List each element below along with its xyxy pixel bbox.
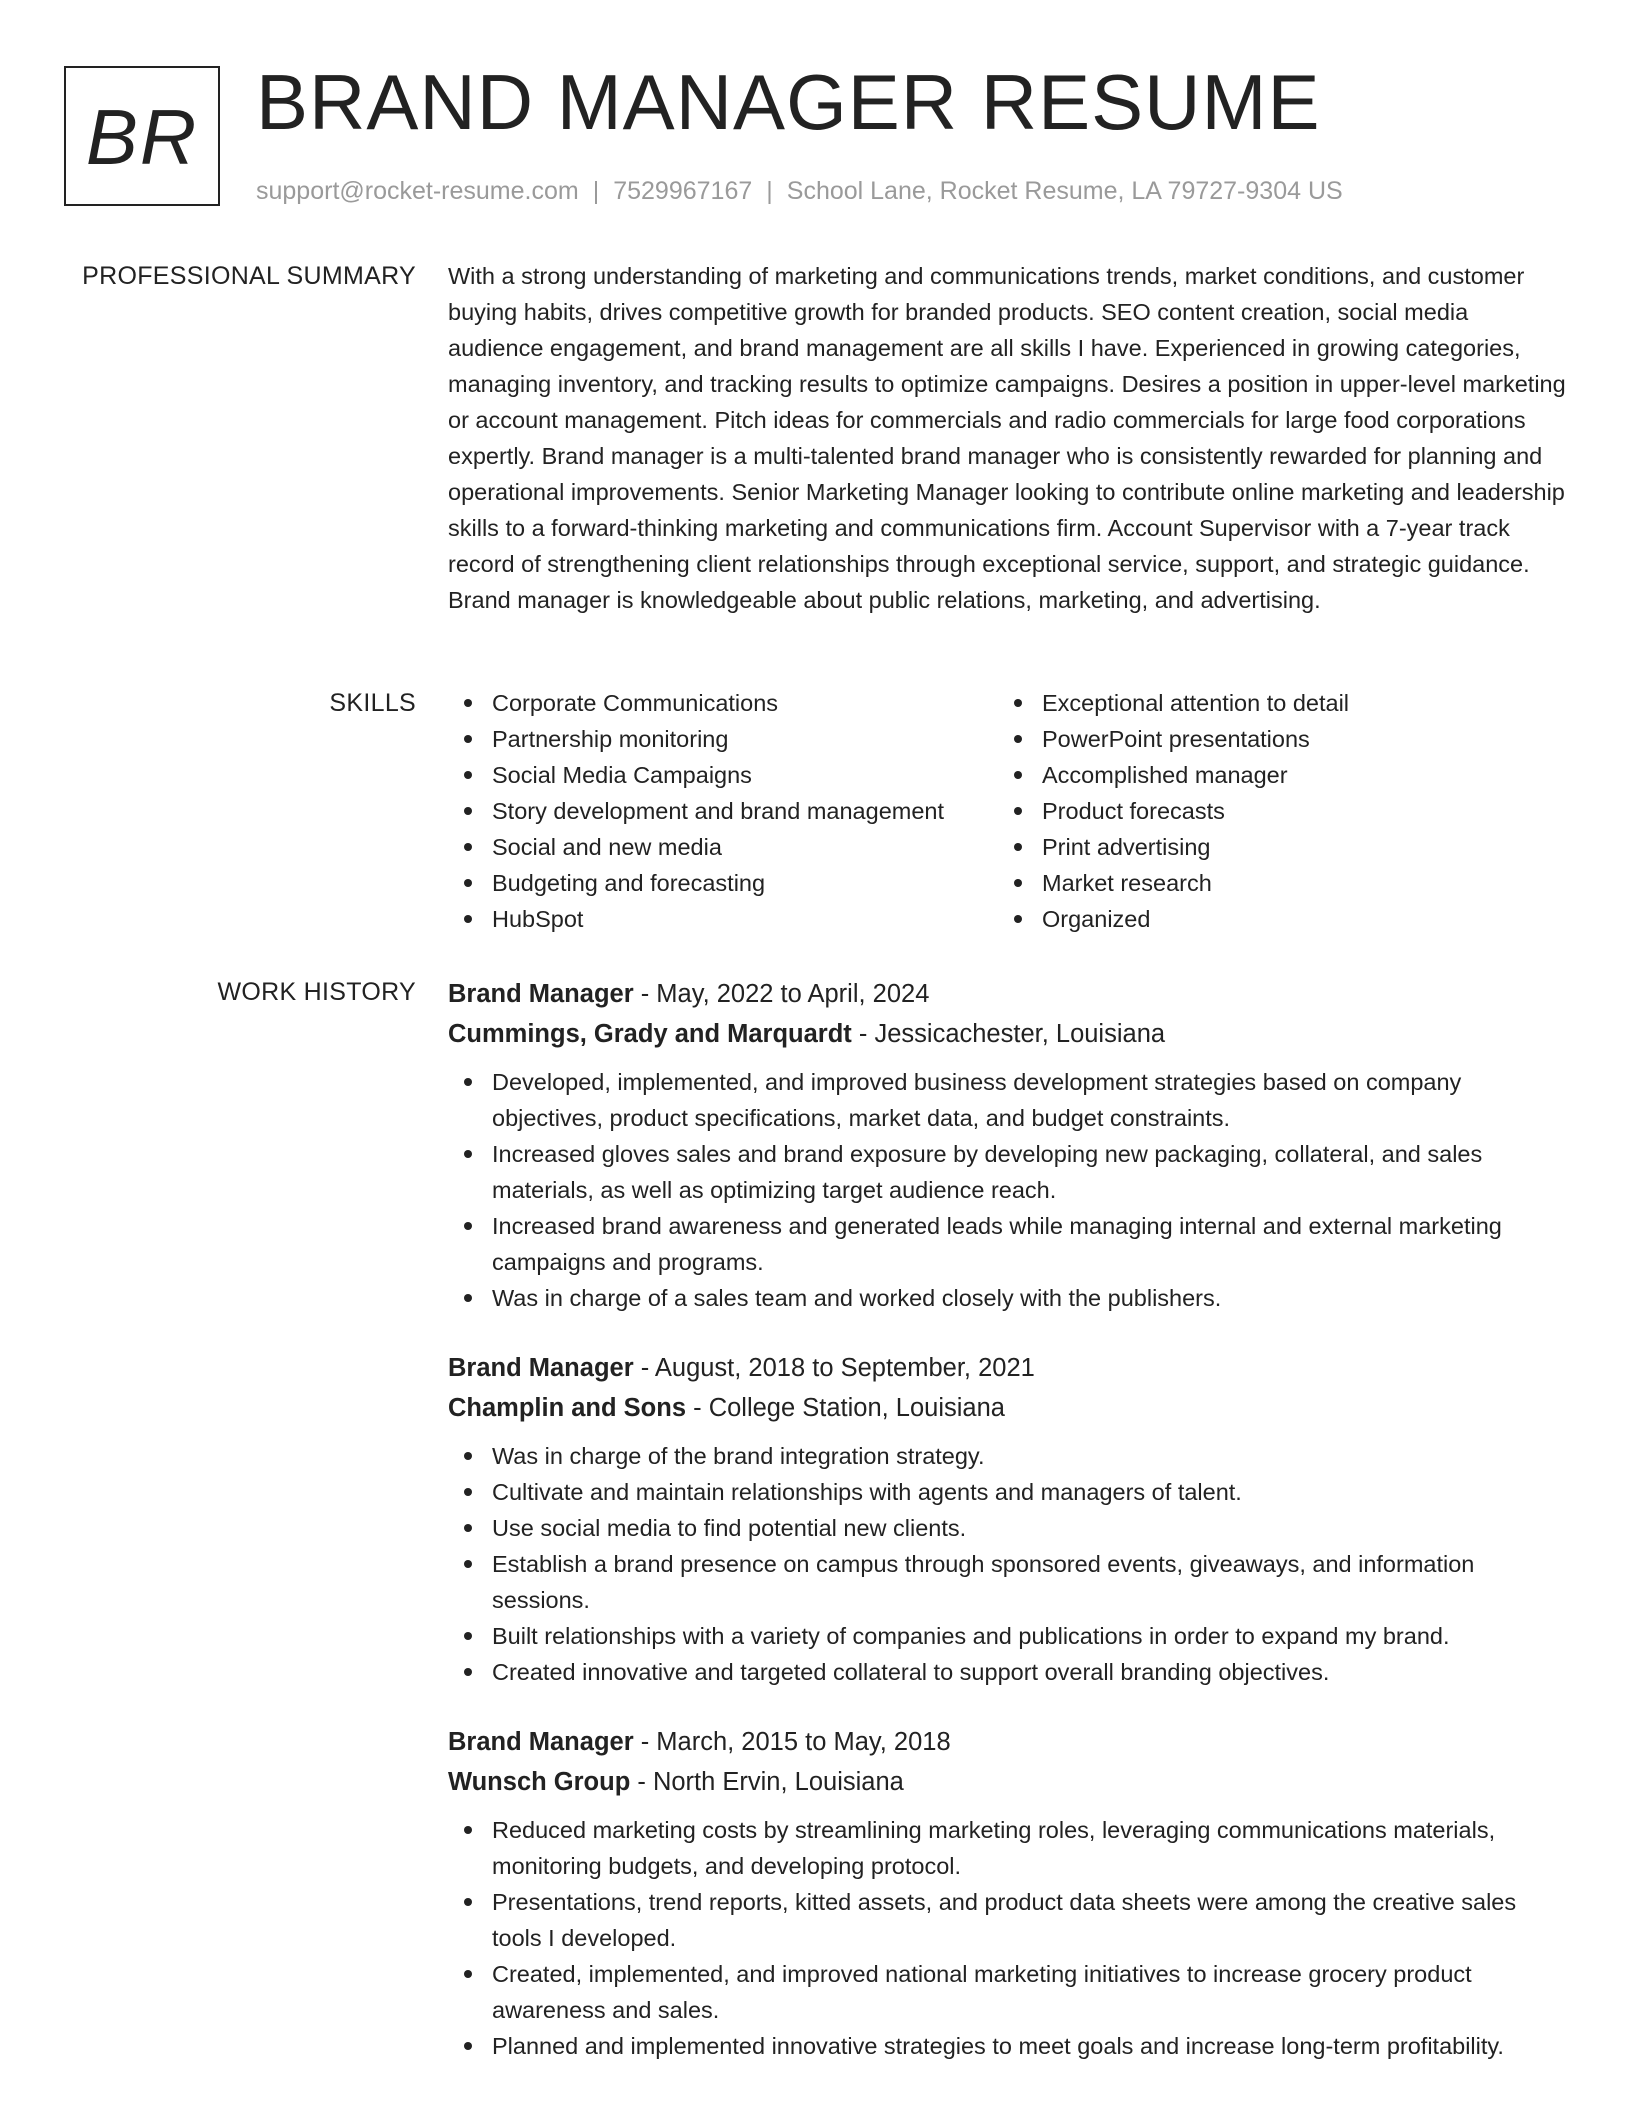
skills-column-right — [998, 685, 1548, 937]
contact-email: support@rocket-resume.com — [256, 177, 579, 205]
job-bullet: Cultivate and maintain relationships with agents and managers of talent. — [492, 1474, 1568, 1510]
contact-address: School Lane, Rocket Resume, LA 79727-9304 US — [786, 177, 1343, 205]
job-title-line — [448, 1348, 1568, 1388]
job-company-line — [448, 1762, 1568, 1802]
skill-item: Market research — [1042, 865, 1548, 901]
job-bullet: Presentations, trend reports, kitted assets, and product data sheets were among the creative sales tools I developed. — [492, 1884, 1568, 1956]
skill-item: Accomplished manager — [1042, 757, 1548, 793]
job-bullet: Was in charge of a sales team and worked closely with the publishers. — [492, 1280, 1568, 1316]
skill-item: Social and new media — [492, 829, 998, 865]
job-company: Champlin and Sons — [448, 1394, 687, 1422]
resume-title: BRAND MANAGER RESUME — [256, 58, 1321, 146]
skill-item: Partnership monitoring — [492, 721, 998, 757]
skill-item: Print advertising — [1042, 829, 1548, 865]
job-bullet: Developed, implemented, and improved business development strategies based on company objectives, product specifications, market data, and budget constraints. — [492, 1064, 1568, 1136]
job-entry — [448, 974, 1568, 1316]
skills-column-left — [448, 685, 998, 937]
job-location: - North Ervin, Louisiana — [630, 1768, 904, 1796]
job-bullet: Increased gloves sales and brand exposure by developing new packaging, collateral, and sales materials, as well as optimizing target audience reach. — [492, 1136, 1568, 1208]
skill-item: Story development and brand management — [492, 793, 998, 829]
summary-body — [448, 258, 1568, 618]
job-company-line — [448, 1014, 1568, 1054]
job-bullet: Establish a brand presence on campus through sponsored events, giveaways, and information sessions. — [492, 1546, 1568, 1618]
job-title: Brand Manager — [448, 980, 634, 1008]
work-history-body — [448, 974, 1568, 2096]
skills-columns — [448, 685, 1568, 937]
job-bullets — [448, 1438, 1568, 1690]
contact-phone: 7529967167 — [613, 177, 753, 205]
job-company: Wunsch Group — [448, 1768, 631, 1796]
skill-item: Product forecasts — [1042, 793, 1548, 829]
job-bullet: Created innovative and targeted collateral to support overall branding objectives. — [492, 1654, 1568, 1690]
skill-item: Budgeting and forecasting — [492, 865, 998, 901]
contact-separator: | — [592, 177, 600, 205]
work-history-heading: WORK HISTORY — [217, 978, 416, 1006]
job-entry — [448, 1348, 1568, 1690]
job-entry — [448, 1722, 1568, 2064]
skill-item: Social Media Campaigns — [492, 757, 998, 793]
job-bullet: Built relationships with a variety of companies and publications in order to expand my brand. — [492, 1618, 1568, 1654]
skill-item: Organized — [1042, 901, 1548, 937]
skills-list-right — [998, 685, 1548, 937]
job-bullet: Created, implemented, and improved national marketing initiatives to increase grocery product awareness and sales. — [492, 1956, 1568, 2028]
skill-item: Exceptional attention to detail — [1042, 685, 1548, 721]
job-bullets — [448, 1812, 1568, 2064]
job-company-line — [448, 1388, 1568, 1428]
job-location: - College Station, Louisiana — [686, 1394, 1005, 1422]
job-bullet: Reduced marketing costs by streamlining marketing roles, leveraging communications materials, monitoring budgets, and developing protocol. — [492, 1812, 1568, 1884]
monogram-text: BR — [85, 92, 199, 181]
contact-line — [256, 174, 1343, 208]
skill-item: Corporate Communications — [492, 685, 998, 721]
job-bullet: Was in charge of the brand integration strategy. — [492, 1438, 1568, 1474]
contact-separator: | — [766, 177, 773, 205]
job-location: - Jessicachester, Louisiana — [851, 1020, 1166, 1048]
summary-heading: PROFESSIONAL SUMMARY — [82, 262, 416, 290]
job-title: Brand Manager — [448, 1728, 634, 1756]
skills-list-left — [448, 685, 998, 937]
monogram-logo — [64, 66, 220, 206]
job-dates: - August, 2018 to September, 2021 — [633, 1354, 1035, 1382]
job-dates: - May, 2022 to April, 2024 — [633, 980, 930, 1008]
job-bullet: Use social media to find potential new clients. — [492, 1510, 1568, 1546]
skill-item: HubSpot — [492, 901, 998, 937]
job-title-line — [448, 1722, 1568, 1762]
job-title-line — [448, 974, 1568, 1014]
job-bullet: Increased brand awareness and generated leads while managing internal and external marketing campaigns and programs. — [492, 1208, 1568, 1280]
skills-heading: SKILLS — [329, 689, 416, 717]
job-company: Cummings, Grady and Marquardt — [448, 1020, 852, 1048]
summary-text: With a strong understanding of marketing and communications trends, market conditions, and customer buying habits, drives competitive growth for branded products. SEO content creation, social media audience engagement, and brand management are all skills I have. Experienced in growing categories, managing inventory, and tracking results to optimize campaigns. Desires a position in upper-level marketing or account management. Pitch ideas for commercials and radio commercials for large food corporations expertly. Brand manager is a multi-talented brand manager who is consistently rewarded for planning and operational improvements. Senior Marketing Manager looking to contribute online marketing and leadership skills to a forward-thinking marketing and communications firm. Account Supervisor with a 7-year track record of strengthening client relationships through exceptional service, support, and strategic guidance. Brand manager is knowledgeable about public relations, marketing, and advertising. — [448, 263, 1566, 613]
job-bullets — [448, 1064, 1568, 1316]
job-title: Brand Manager — [448, 1354, 634, 1382]
skill-item: PowerPoint presentations — [1042, 721, 1548, 757]
job-dates: - March, 2015 to May, 2018 — [633, 1728, 951, 1756]
job-bullet: Planned and implemented innovative strategies to meet goals and increase long-term profitability. — [492, 2028, 1568, 2064]
